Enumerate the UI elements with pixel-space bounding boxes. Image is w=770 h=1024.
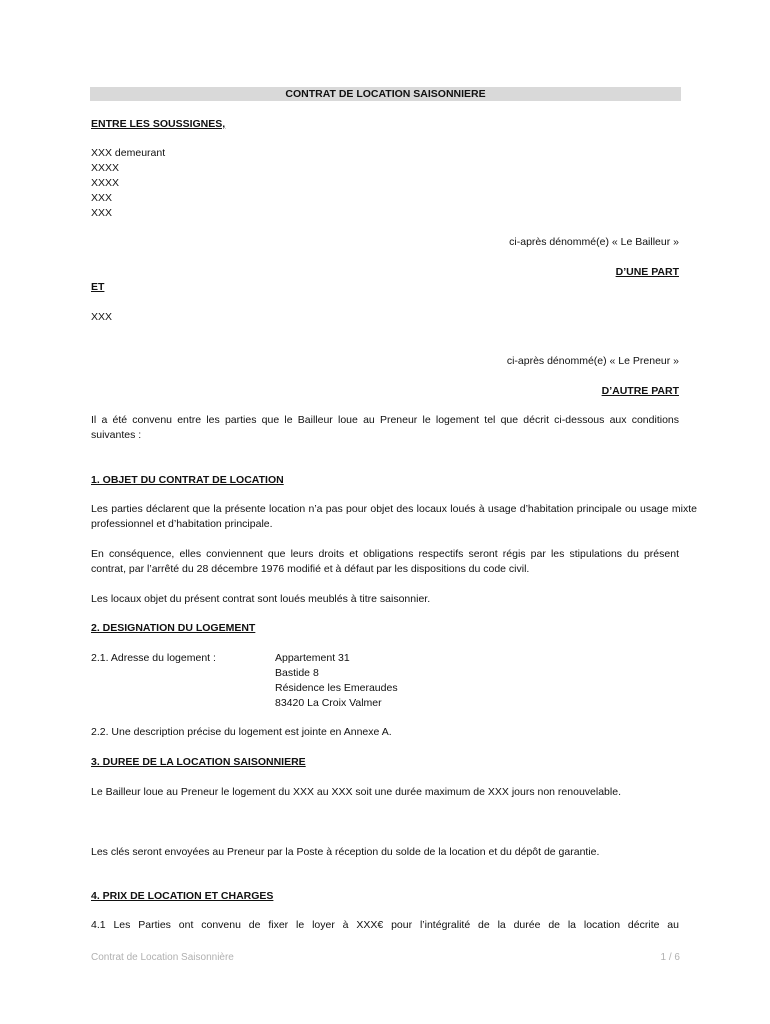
section-1-paragraph-1: Les parties déclarent que la présente location n’a pas pour objet des locaux loués à usage d’habitation principale ou usage mixte professionnel et d’habitation principale. <box>91 503 697 530</box>
autre-part-label: D’AUTRE PART <box>601 385 679 397</box>
preneur-denomination: ci-après dénommé(e) « Le Preneur » <box>506 355 679 367</box>
section-1-heading: 1. OBJET DU CONTRAT DE LOCATION <box>91 474 284 486</box>
bailleur-line: XXXX <box>91 162 120 174</box>
bailleur-line: XXX <box>91 207 113 219</box>
document-title: CONTRAT DE LOCATION SAISONNIERE <box>90 87 681 101</box>
section-2-paragraph-2: 2.2. Une description précise du logement est jointe en Annexe A. <box>91 726 392 738</box>
section-3-heading: 3. DUREE DE LA LOCATION SAISONNIERE <box>91 756 306 768</box>
section-3-paragraph-1: Le Bailleur loue au Preneur le logement du XXX au XXX soit une durée maximum de XXX jours non renouvelable. <box>91 786 621 798</box>
preneur-name: XXX <box>91 311 113 323</box>
section-3-paragraph-2: Les clés seront envoyées au Preneur par la Poste à réception du solde de la location et du dépôt de garantie. <box>91 846 600 858</box>
une-part-label: D’UNE PART <box>615 266 679 278</box>
section-1-paragraph-3: Les locaux objet du présent contrat sont loués meublés à titre saisonnier. <box>91 593 431 605</box>
et-label: ET <box>91 281 105 293</box>
section-2-heading: 2. DESIGNATION DU LOGEMENT <box>91 622 256 634</box>
parties-heading: ENTRE LES SOUSSIGNES, <box>91 118 226 130</box>
bailleur-line: XXX <box>91 192 113 204</box>
bailleur-line: XXX demeurant <box>91 147 166 159</box>
address-line: Appartement 31 <box>275 652 350 664</box>
address-line: 83420 La Croix Valmer <box>275 697 382 709</box>
footer-document-name: Contrat de Location Saisonnière <box>91 952 234 963</box>
footer-page-number: 1 / 6 <box>660 952 680 963</box>
section-4-paragraph-1: 4.1 Les Parties ont convenu de fixer le loyer à XXX€ pour l’intégralité de la durée de la location décrite au <box>91 919 679 931</box>
address-label: 2.1. Adresse du logement : <box>91 652 216 664</box>
address-line: Résidence les Emeraudes <box>275 682 398 694</box>
bailleur-denomination: ci-après dénommé(e) « Le Bailleur » <box>509 236 679 248</box>
bailleur-line: XXXX <box>91 177 120 189</box>
intro-paragraph: Il a été convenu entre les parties que le Bailleur loue au Preneur le logement tel que décrit ci-dessous aux conditions suivantes : <box>91 414 679 441</box>
address-line: Bastide 8 <box>275 667 319 679</box>
section-1-paragraph-2: En conséquence, elles conviennent que leurs droits et obligations respectifs seront régis par les stipulations du présent contrat, par l’arrêté du 28 décembre 1976 modifié et à défaut par les dispositions du code civil. <box>91 548 679 575</box>
section-4-heading: 4. PRIX DE LOCATION ET CHARGES <box>91 890 274 902</box>
address-block <box>275 651 398 711</box>
